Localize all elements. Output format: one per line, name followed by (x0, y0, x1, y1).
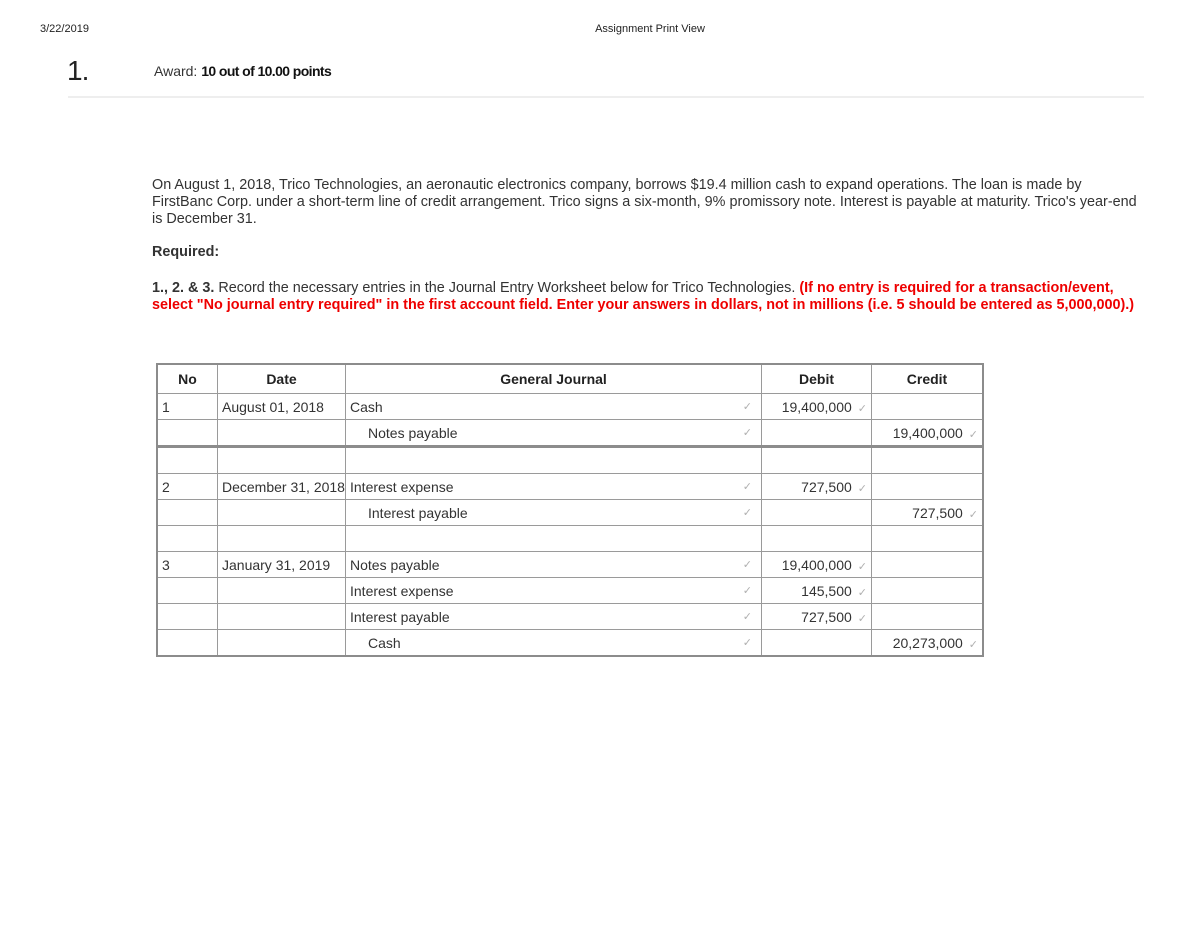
header-debit: Debit (762, 364, 872, 394)
debit-field[interactable] (762, 500, 872, 526)
debit-field[interactable] (762, 420, 872, 447)
header-divider (68, 96, 1144, 98)
award-score (154, 63, 331, 79)
check-icon: ✓ (857, 612, 867, 625)
account-field[interactable] (346, 420, 762, 447)
entry-number (157, 474, 218, 500)
credit-field[interactable] (872, 578, 984, 604)
check-icon: ✓ (742, 427, 752, 439)
account-name: Notes payable (368, 424, 458, 441)
entry-number (157, 394, 218, 420)
credit-field[interactable] (872, 604, 984, 630)
debit-field[interactable] (762, 552, 872, 578)
credit-field[interactable] (872, 420, 984, 447)
entry-date[interactable] (218, 604, 346, 630)
debit-field[interactable] (762, 447, 872, 474)
check-icon: ✓ (742, 637, 752, 649)
check-icon: ✓ (742, 481, 752, 493)
account-field[interactable] (346, 394, 762, 420)
account-field[interactable] (346, 526, 762, 552)
check-icon: ✓ (742, 611, 752, 623)
debit-field-value: 727,500 (801, 608, 852, 625)
credit-field[interactable] (872, 474, 984, 500)
account-field[interactable] (346, 552, 762, 578)
entry-number-text: 2 (162, 478, 170, 495)
debit-field[interactable] (762, 578, 872, 604)
entry-date-text: August 01, 2018 (222, 398, 324, 415)
credit-field[interactable] (872, 500, 984, 526)
entry-date[interactable] (218, 394, 346, 420)
table-row (157, 552, 983, 578)
check-icon: ✓ (968, 428, 978, 441)
entry-date[interactable] (218, 526, 346, 552)
account-field[interactable] (346, 604, 762, 630)
entry-number (157, 420, 218, 447)
table-row (157, 526, 983, 552)
entry-number (157, 604, 218, 630)
header-no: No (157, 364, 218, 394)
table-row (157, 630, 983, 657)
table-row (157, 474, 983, 500)
account-name: Interest payable (350, 608, 450, 625)
debit-field[interactable] (762, 526, 872, 552)
check-icon: ✓ (968, 638, 978, 651)
credit-field[interactable] (872, 447, 984, 474)
instruction-text: Record the necessary entries in the Journal Entry Worksheet below for Trico Technologies. (214, 280, 800, 296)
check-icon: ✓ (857, 482, 867, 495)
problem-text: On August 1, 2018, Trico Technologies, an aeronautic electronics company, borrows $19.4 million cash to expand operations. The loan is made by FirstBanc Corp. under a short-term line of credit arrangement. Trico signs a six-month, 9% promissory note. Interest is payable at maturity. Trico's year-end is December 31. (152, 177, 1137, 227)
entry-date[interactable] (218, 578, 346, 604)
account-name: Cash (368, 634, 401, 651)
check-icon: ✓ (742, 507, 752, 519)
account-name: Notes payable (350, 556, 440, 573)
entry-date[interactable] (218, 420, 346, 447)
entry-date-text: December 31, 2018 (222, 478, 345, 495)
credit-field-value: 727,500 (912, 504, 963, 521)
credit-field[interactable] (872, 630, 984, 657)
instruction-prefix: 1., 2. & 3. (152, 280, 215, 296)
debit-field-value: 19,400,000 (781, 398, 852, 415)
entry-date-text: January 31, 2019 (222, 556, 331, 573)
account-name: Interest expense (350, 582, 454, 599)
check-icon: ✓ (857, 402, 867, 415)
account-name: Cash (350, 398, 383, 415)
table-row (157, 420, 983, 447)
check-icon: ✓ (742, 559, 752, 571)
debit-field-value: 19,400,000 (781, 556, 852, 573)
check-icon: ✓ (857, 586, 867, 599)
credit-field[interactable] (872, 526, 984, 552)
page-title: Assignment Print View (595, 23, 705, 35)
debit-field[interactable] (762, 394, 872, 420)
entry-date[interactable] (218, 474, 346, 500)
entry-date[interactable] (218, 500, 346, 526)
account-field[interactable] (346, 630, 762, 657)
debit-field-value: 727,500 (801, 478, 852, 495)
account-field[interactable] (346, 474, 762, 500)
header-date: Date (218, 364, 346, 394)
award-value: 10 out of 10.00 points (201, 63, 332, 79)
journal-entry-table (156, 363, 984, 657)
check-icon: ✓ (742, 585, 752, 597)
header-general-journal: General Journal (346, 364, 762, 394)
account-field[interactable] (346, 500, 762, 526)
credit-field[interactable] (872, 394, 984, 420)
table-row (157, 447, 983, 474)
check-icon: ✓ (968, 508, 978, 521)
account-field[interactable] (346, 578, 762, 604)
journal-rows (157, 394, 983, 657)
award-label: Award: (154, 63, 198, 79)
credit-field-value: 20,273,000 (892, 634, 963, 651)
question-body (152, 177, 1142, 314)
entry-number (157, 500, 218, 526)
question-number: 1. (67, 55, 89, 86)
entry-number-text: 1 (162, 398, 170, 415)
entry-number-text: 3 (162, 556, 170, 573)
entry-number (157, 526, 218, 552)
entry-date[interactable] (218, 552, 346, 578)
check-icon: ✓ (857, 560, 867, 573)
print-date: 3/22/2019 (40, 23, 89, 35)
table-row (157, 604, 983, 630)
account-name: Interest expense (350, 478, 454, 495)
table-header-row (157, 364, 983, 394)
instruction-note: (If no entry is required for a transaction/event, select "No journal entry required" in the first account field. Enter your answers in dollars, not in millions (i.e. 5 should be entered as 5,000,000).) (152, 280, 1135, 313)
table-row (157, 394, 983, 420)
entry-date[interactable] (218, 447, 346, 474)
instructions (152, 280, 1142, 314)
header-credit: Credit (872, 364, 984, 394)
entry-number (157, 447, 218, 474)
table-row (157, 500, 983, 526)
check-icon: ✓ (742, 401, 752, 413)
entry-number (157, 552, 218, 578)
account-name: Interest payable (368, 504, 468, 521)
credit-field-value: 19,400,000 (892, 424, 963, 441)
debit-field-value: 145,500 (801, 582, 852, 599)
debit-field[interactable] (762, 474, 872, 500)
table-row (157, 578, 983, 604)
entry-date[interactable] (218, 630, 346, 657)
credit-field[interactable] (872, 552, 984, 578)
required-label: Required: (152, 244, 220, 260)
debit-field[interactable] (762, 630, 872, 657)
debit-field[interactable] (762, 604, 872, 630)
account-field[interactable] (346, 447, 762, 474)
entry-number (157, 578, 218, 604)
entry-number (157, 630, 218, 657)
